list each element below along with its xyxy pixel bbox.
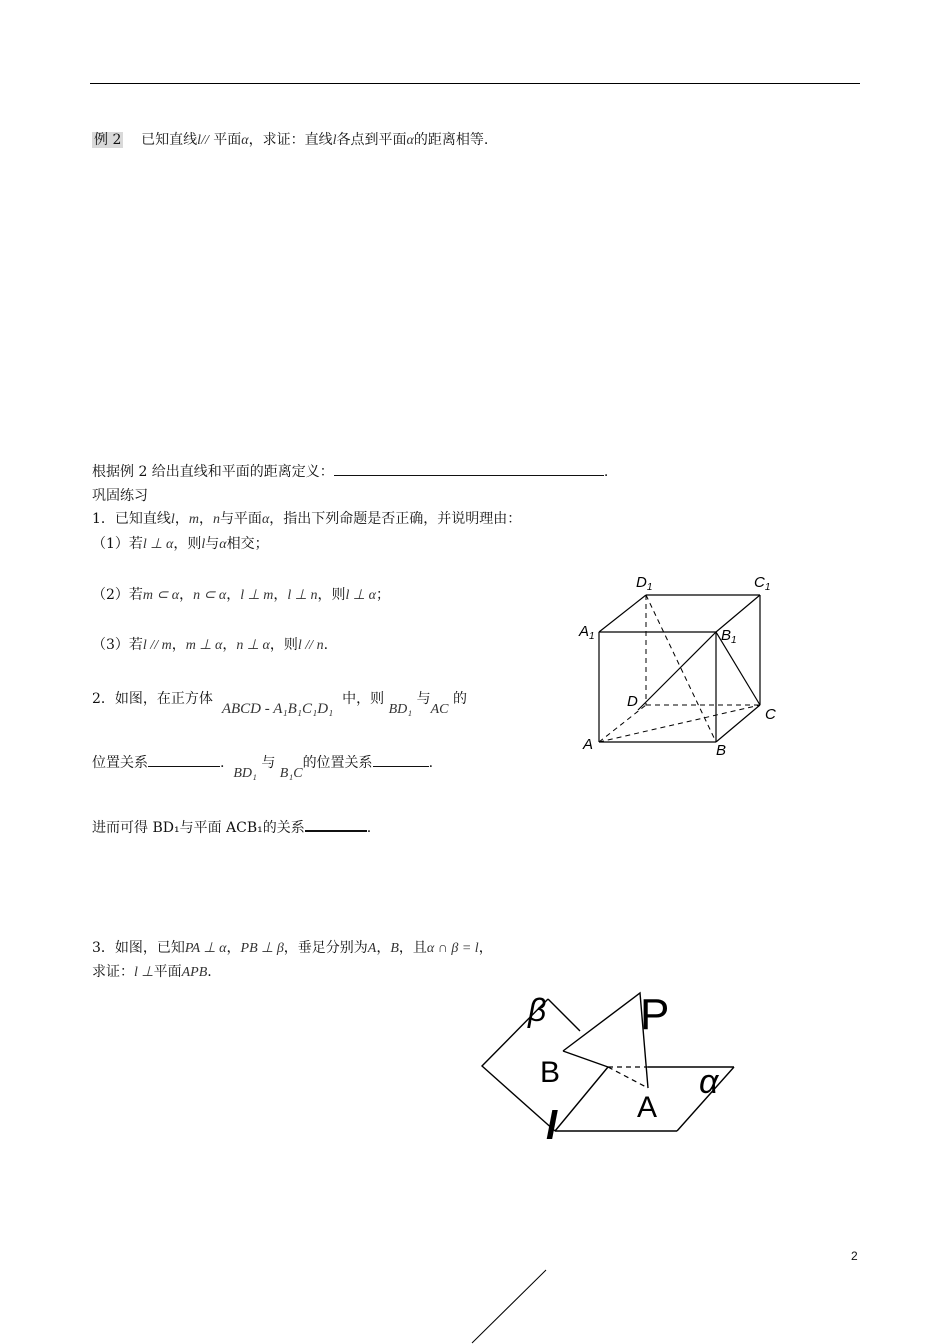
example2-line [92,129,488,149]
label-b: B [540,1056,561,1089]
label-d1: $D_1$ [636,574,653,593]
practice-heading [92,485,148,505]
math: l ⊥ m [240,588,274,603]
plane-beta-edge [555,1067,608,1131]
math-b: B [390,941,399,956]
math-intersection: α ∩ β = l [426,941,479,956]
text: （3）若 [92,637,143,653]
label-beta: β [528,992,547,1028]
text: ， [198,511,213,527]
label-d: D [627,693,638,710]
label-a1: $A_1$ [579,623,595,642]
label-alpha: α [699,1063,719,1101]
heading-text: 巩固练习 [92,488,148,504]
text: 1．已知直线 [92,511,171,527]
math: m ⊥ α [185,638,223,653]
math-n: n [212,512,220,527]
edge-a1d1 [599,595,646,632]
text: ，则 [317,587,346,603]
q3-line-2 [92,961,212,981]
hidden-segment-ba [608,1067,648,1088]
answer-blank[interactable] [305,830,367,832]
q1-intro [92,508,521,528]
math: l // m [142,638,172,653]
text: 位置关系 [92,755,148,771]
page-number: 2 [851,1249,858,1263]
math-pb: PB ⊥ β [240,941,284,956]
segment-b1-to-d [638,632,716,710]
math-a: A [367,941,377,956]
math-l: l [201,537,206,552]
q1-statement-1 [92,533,269,553]
label-c: C [765,706,776,723]
text: . [366,820,372,836]
stray-line [470,1268,550,1344]
label-b: B [716,742,727,759]
text: 与 [261,755,276,771]
cube-figure [570,565,800,765]
text: . [603,464,609,480]
text: 与 [205,536,220,552]
text: ， [226,940,241,956]
text: 进而可得 BD₁与平面 ACB₁的关系 [92,820,305,836]
text: ，则 [173,536,202,552]
text: ， [171,637,186,653]
text: 3．如图，已知 [92,940,185,956]
text: 中，则 [342,691,385,707]
text: 与 [416,691,431,707]
label-b1: $B_1$ [721,627,737,646]
math: n ⊥ α [236,638,270,653]
text: ，则 [269,637,298,653]
q2-line-1 [92,688,467,717]
text: ， [174,511,189,527]
label-a: A [637,1091,658,1124]
text: ， [226,587,241,603]
math-apb: APB [181,965,208,980]
triangle-pab-sides [563,993,648,1088]
math-ac: AC [430,702,449,717]
text: . [207,964,212,980]
text: 已知直线 [141,132,198,148]
math: l // n [297,638,324,653]
text: （1）若 [92,536,143,552]
text: 平面 [153,964,182,980]
text: ，且 [398,940,427,956]
math-parallel: // [201,133,209,148]
header-rule [90,83,860,84]
label-c1: $C_1$ [754,574,771,593]
text: ， [222,637,237,653]
text: ， [179,587,194,603]
segment-b-to-line [563,1051,608,1067]
q3-line-1 [92,937,493,957]
text: 的 [452,691,467,707]
math-bd1: BD₁ [388,702,413,717]
math-cube: ABCD - A₁B₁C₁D₁ [221,701,334,717]
answer-blank[interactable] [148,766,220,767]
text: . [220,755,225,771]
text: 2．如图，在正方体 [92,691,213,707]
math-alpha: α [241,133,249,148]
math-alpha: α [219,537,227,552]
text: ，指出下列命题是否正确，并说明理由： [269,511,522,527]
math: l ⊥ α [345,588,376,603]
planes-figure [470,985,760,1145]
math: l ⊥ n [287,588,318,603]
text: 与平面 [219,511,262,527]
text: 的位置关系 [302,755,373,771]
math-l: l [197,133,202,148]
text: . [428,755,434,771]
answer-blank[interactable] [334,475,604,476]
diagonal-d1b [646,595,716,742]
q2-line-2 [92,752,434,781]
math-l: l [170,512,175,527]
text: 平面 [213,132,242,148]
answer-blank[interactable] [373,766,429,767]
text: 的距离相等. [413,132,489,148]
example-tag: 例 2 [94,132,122,148]
text: ， [376,940,391,956]
hidden-edge-ad [599,705,646,742]
definition-line [92,461,608,481]
edge-bc [716,705,760,742]
math: m ⊂ α [142,588,180,603]
math-l: l [332,133,337,148]
math: n ⊂ α [193,588,227,603]
math-bd1: BD₁ [233,766,257,781]
text: ，垂足分别为 [283,940,368,956]
text: . [323,637,329,653]
math-pa: PA ⊥ α [184,941,227,956]
math: l ⊥ [134,965,154,980]
text: ； [375,587,390,603]
label-p: P [640,990,670,1039]
text: ， [273,587,288,603]
label-a: A [583,736,594,753]
label-l: l [546,1104,558,1145]
q2-line-3 [92,817,371,837]
text: ， [478,940,493,956]
math-b1c: B₁C [279,766,303,781]
q1-statement-3 [92,634,328,654]
text: ，求证：直线 [248,132,333,148]
math-m: m [188,512,199,527]
text: （2）若 [92,587,143,603]
text: 求证： [92,964,134,980]
text: 相交； [226,536,269,552]
text: 各点到平面 [336,132,407,148]
math-alpha: α [261,512,270,527]
definition-prompt: 根据例 2 给出直线和平面的距离定义： [92,464,334,480]
math-alpha: α [406,133,414,148]
plane-beta-top [548,999,580,1031]
q1-statement-2 [92,584,390,604]
math: l ⊥ α [142,537,174,552]
